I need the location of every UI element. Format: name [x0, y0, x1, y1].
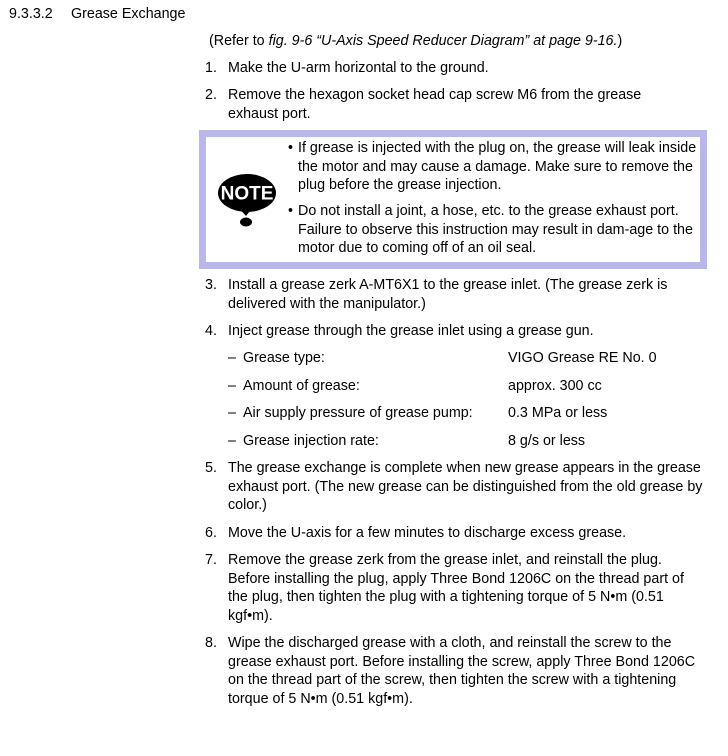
note-box [199, 130, 707, 269]
note-icon [217, 171, 277, 227]
spec-row-pressure: – Air supply pressure of grease pump: 0.3 MPa or less [228, 405, 608, 421]
step-number: 4. [205, 323, 217, 339]
bullet: • [288, 203, 294, 219]
step-2 [205, 86, 680, 123]
refer-prefix: (Refer to [209, 33, 269, 49]
step-text: Make the U-arm horizontal to the ground. [228, 60, 489, 76]
bullet: • [288, 140, 294, 156]
section-number: 9.3.3.2 [9, 6, 53, 22]
section-title: Grease Exchange [71, 6, 186, 22]
spec-label: Grease type: [243, 350, 325, 366]
step-text: Remove the hexagon socket head cap screw M6 from the grease exhaust port. [228, 87, 642, 122]
step-1 [205, 59, 705, 78]
spec-row-amount: – Amount of grease: approx. 300 cc [228, 378, 602, 394]
note-item-1 [288, 139, 698, 195]
note-text: If grease is injected with the plug on, the grease will leak inside the motor and may cause a damage. Make sure to remove the plug before the grease injection. [298, 140, 697, 193]
step-number: 7. [205, 552, 217, 568]
step-4 [205, 322, 705, 341]
step-number: 5. [205, 460, 217, 476]
spec-label: Amount of grease: [243, 378, 360, 394]
note-text: Do not install a joint, a hose, etc. to the grease exhaust port. Failure to observe this instruction may result in dam-age to the motor due to coming off of an oil seal. [298, 203, 693, 256]
spec-value: 8 g/s or less [508, 433, 586, 449]
step-3 [205, 276, 705, 313]
step-text: Inject grease through the grease inlet using a grease gun. [228, 323, 594, 339]
step-5 [205, 459, 705, 515]
step-6 [205, 524, 705, 543]
step-number: 6. [205, 525, 217, 541]
spec-value: VIGO Grease RE No. 0 [508, 350, 657, 366]
note-item-2 [288, 202, 698, 258]
spec-row-rate: – Grease injection rate: 8 g/s or less [228, 433, 586, 449]
spec-label: Grease injection rate: [243, 433, 379, 449]
spec-value: 0.3 MPa or less [508, 405, 608, 421]
spec-value: approx. 300 cc [508, 378, 602, 394]
refer-suffix: ) [617, 33, 623, 49]
refer-figure-title: “U-Axis Speed Reducer Diagram” at page 9-16. [312, 33, 618, 49]
step-text: Move the U-axis for a few minutes to discharge excess grease. [228, 525, 627, 541]
step-number: 3. [205, 277, 217, 293]
step-number: 8. [205, 635, 217, 651]
step-number: 1. [205, 60, 217, 76]
spec-row-grease-type: – Grease type: VIGO Grease RE No. 0 [228, 350, 657, 366]
step-text: Install a grease zerk A-MT6X1 to the grease inlet. (The grease zerk is delivered with the manipulator.) [228, 277, 668, 312]
spec-label: Air supply pressure of grease pump: [243, 405, 473, 421]
step-text: Wipe the discharged grease with a cloth, and reinstall the screw to the grease exhaust port. Before installing the screw, apply Three Bond 1206C on the thread part of the screw, then tighten the screw with a tightening torque of 5 N•m (0.51 kgf•m). [228, 635, 696, 707]
note-icon-label: NOTE [220, 183, 274, 205]
step-text: Remove the grease zerk from the grease inlet, and reinstall the plug. Before installing the plug, apply Three Bond 1206C on the thread part of the plug, then tighten the plug with a tightening torque of 5 N•m (0.51 kgf•m). [228, 552, 684, 624]
step-text: The grease exchange is complete when new grease appears in the grease exhaust port. (The new grease can be distinguished from the old grease by color.) [228, 460, 703, 513]
step-number: 2. [205, 87, 217, 103]
step-8 [205, 634, 705, 708]
section-heading [9, 5, 185, 24]
refer-figure-link[interactable]: fig. 9-6 [268, 33, 313, 49]
figure-reference [209, 32, 622, 51]
step-7 [205, 551, 705, 625]
